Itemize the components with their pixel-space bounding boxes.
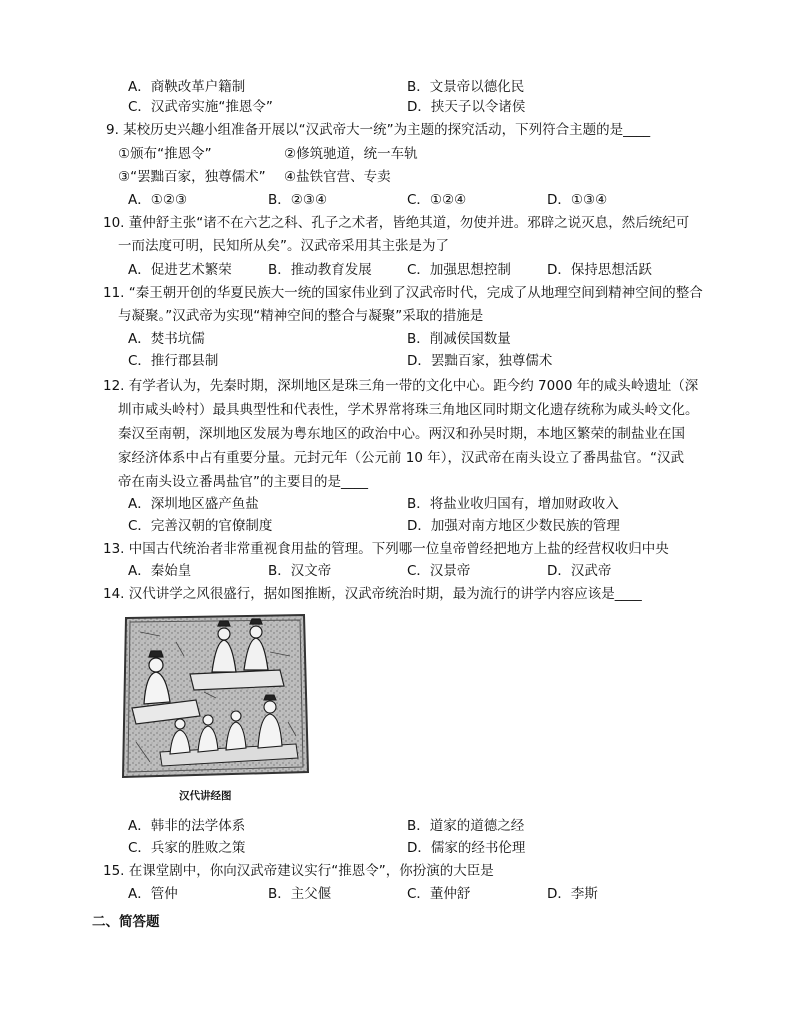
q9-option-a: A．①②③: [128, 192, 188, 208]
q12-option-a: A．深圳地区盛产鱼盐: [128, 496, 259, 512]
q14-option-a: A．韩非的法学体系: [128, 818, 246, 834]
figure-caption: 汉代讲经图: [179, 790, 232, 802]
q13-option-d: D．汉武帝: [547, 563, 612, 579]
q15-stem: 15. 在课堂剧中，你向汉武帝建议实行“推恩令”，你扮演的大臣是: [103, 863, 494, 879]
q15-option-d: D．李斯: [547, 886, 598, 902]
q8-option-b: B．文景帝以德化民: [407, 79, 525, 95]
q13-option-a: A．秦始皇: [128, 563, 192, 579]
q9-option-b: B．②③④: [268, 192, 328, 208]
q15-option-c: C．董仲舒: [407, 886, 471, 902]
q12-stem-line-1: 12. 有学者认为，先秦时期，深圳地区是珠三角一带的文化中心。距今约 7000 年的咸头岭遗址（深: [103, 378, 699, 394]
q13-option-c: C．汉景帝: [407, 563, 471, 579]
q9-item-2: ②修筑驰道，统一车轨: [284, 146, 418, 162]
section-heading: 二、简答题: [92, 914, 160, 930]
q10-option-c: C．加强思想控制: [407, 262, 511, 278]
q14-stem: 14. 汉代讲学之风很盛行，据如图推断，汉武帝统治时期，最为流行的讲学内容应该是____: [103, 586, 642, 602]
q12-stem-line-4: 家经济体系中占有重要分量。元封元年（公元前 10 年），汉武帝在南头设立了番禺盐官。“汉武: [118, 450, 685, 466]
q10-option-b: B．推动教育发展: [268, 262, 372, 278]
q9-option-c: C．①②④: [407, 192, 467, 208]
q9-option-d: D．①③④: [547, 192, 608, 208]
q12-stem-line-2: 圳市咸头岭村）最具典型性和代表性，学术界常将珠三角地区同时期文化遗存统称为咸头岭文化。: [118, 402, 699, 418]
q10-stem-line-2: 一而法度可明，民知所从矣”。汉武帝采用其主张是为了: [118, 238, 449, 254]
q10-option-d: D．保持思想活跃: [547, 262, 652, 278]
q11-option-b: B．削减侯国数量: [407, 331, 511, 347]
q12-option-b: B．将盐业收归国有，增加财政收入: [407, 496, 619, 512]
han-lecture-relief-image: [120, 612, 310, 780]
q9-item-4: ④盐铁官营、专卖: [284, 169, 391, 185]
q9-item-1: ①颁布“推恩令”: [118, 146, 212, 162]
q8-option-a: A．商鞅改革户籍制: [128, 79, 246, 95]
q9-item-3: ③“罢黜百家，独尊儒术”: [118, 169, 266, 185]
q12-option-d: D．加强对南方地区少数民族的管理: [407, 518, 620, 534]
q10-stem-line-1: 10. 董仲舒主张“诸不在六艺之科、孔子之术者，皆绝其道，勿使并进。邪辟之说灭息，然后统纪可: [103, 215, 690, 231]
q9-stem: 9. 某校历史兴趣小组准备开展以“汉武帝大一统”为主题的探究活动，下列符合主题的是____: [106, 122, 651, 138]
q11-option-d: D．罢黜百家，独尊儒术: [407, 353, 553, 369]
q15-option-a: A．管仲: [128, 886, 178, 902]
q11-stem-line-1: 11. “秦王朝开创的华夏民族大一统的国家伟业到了汉武帝时代，完成了从地理空间到精神空间的整合: [103, 285, 703, 301]
q10-option-a: A．促进艺术繁荣: [128, 262, 232, 278]
q8-option-c: C．汉武帝实施“推恩令”: [128, 99, 273, 115]
q14-option-c: C．兵家的胜败之策: [128, 840, 246, 856]
q15-option-b: B．主父偃: [268, 886, 332, 902]
q12-option-c: C．完善汉朝的官僚制度: [128, 518, 273, 534]
q13-stem: 13. 中国古代统治者非常重视食用盐的管理。下列哪一位皇帝曾经把地方上盐的经营权收归中央: [103, 541, 669, 557]
q11-option-c: C．推行郡县制: [128, 353, 219, 369]
q11-option-a: A．焚书坑儒: [128, 331, 205, 347]
q11-stem-line-2: 与凝聚。”汉武帝为实现“精神空间的整合与凝聚”采取的措施是: [118, 308, 484, 324]
q12-stem-line-5: 帝在南头设立番禺盐官”的主要目的是____: [118, 474, 368, 490]
q13-option-b: B．汉文帝: [268, 563, 332, 579]
q8-option-d: D．挟天子以令诸侯: [407, 99, 526, 115]
q14-option-b: B．道家的道德之经: [407, 818, 525, 834]
q12-stem-line-3: 秦汉至南朝，深圳地区发展为粤东地区的政治中心。两汉和孙吴时期，本地区繁荣的制盐业在国: [118, 426, 685, 442]
q14-option-d: D．儒家的经书伦理: [407, 840, 526, 856]
